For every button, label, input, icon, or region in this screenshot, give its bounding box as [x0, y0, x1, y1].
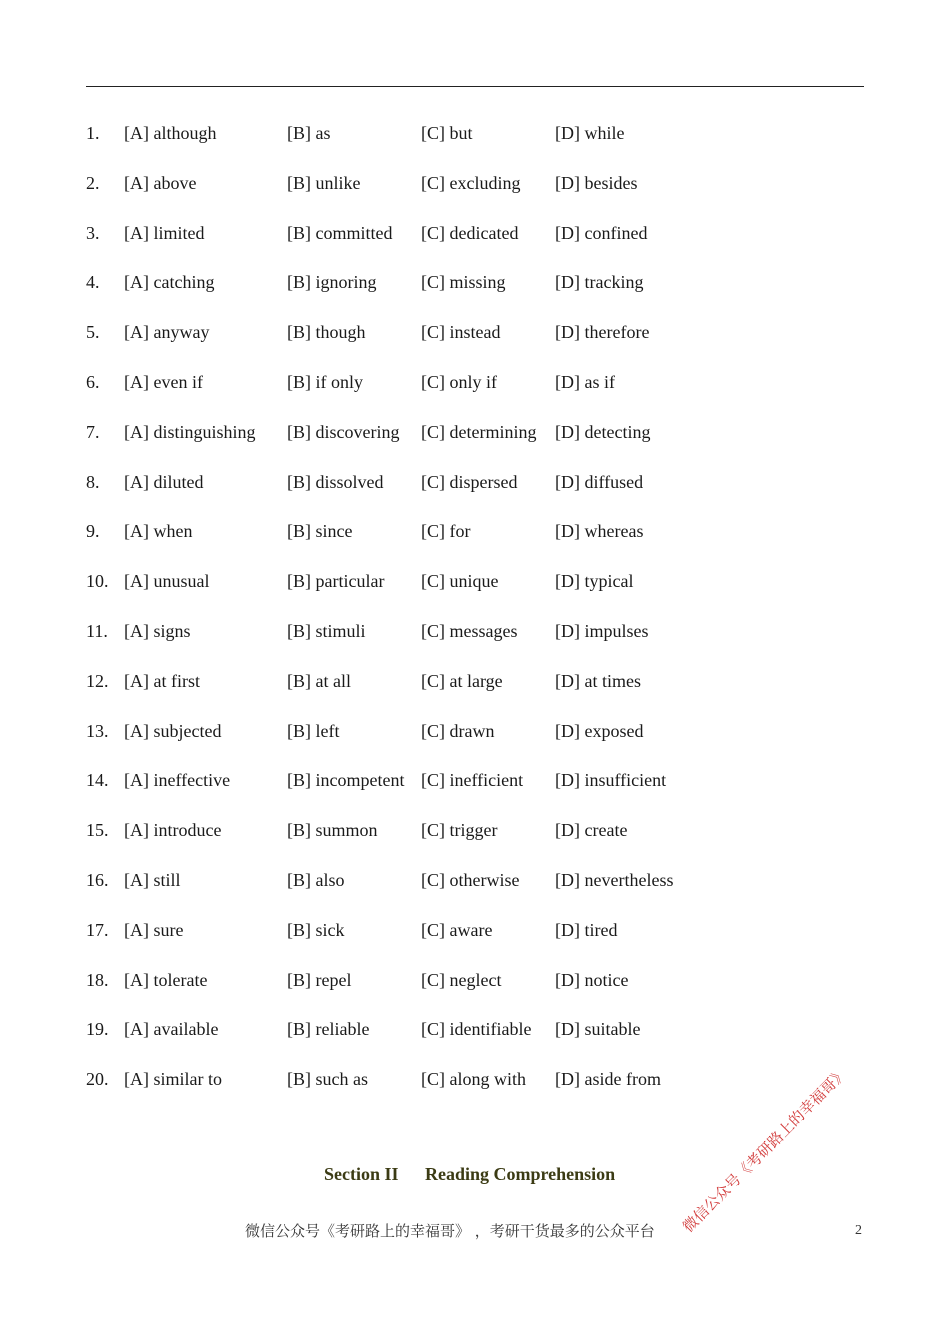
option-d: [D] insufficient	[555, 770, 667, 791]
option-d: [D] impulses	[555, 621, 649, 641]
option-a: [A] available	[124, 1019, 219, 1040]
question-row	[0, 467, 950, 497]
option-c: [C] trigger	[421, 820, 498, 841]
option-c: [C] unique	[421, 571, 499, 592]
question-row	[0, 666, 950, 696]
question-row	[0, 616, 950, 646]
option-b: [B] though	[287, 322, 366, 343]
option-c: [C] drawn	[421, 720, 495, 741]
option-d: [D] tracking	[555, 272, 644, 293]
question-number: 12.	[86, 670, 109, 691]
option-c: [C] for	[421, 521, 471, 542]
question-row	[0, 865, 950, 895]
question-number: 1.	[86, 123, 100, 143]
option-c: [C] only if	[421, 372, 497, 392]
option-d: [D] exposed	[555, 720, 644, 741]
question-number: 16.	[86, 870, 109, 890]
option-a: [A] unusual	[124, 571, 210, 592]
watermark-stamp: 微信公众号《考研路上的幸福哥》	[679, 1064, 851, 1236]
option-d: [D] detecting	[555, 421, 651, 442]
option-d: [D] nevertheless	[555, 870, 674, 890]
question-number: 11.	[86, 621, 108, 641]
option-d: [D] create	[555, 820, 628, 841]
option-d: [D] confined	[555, 222, 648, 243]
option-b: [B] summon	[287, 820, 378, 841]
question-number: 6.	[86, 372, 100, 392]
option-d: [D] besides	[555, 172, 638, 193]
question-number: 7.	[86, 421, 100, 442]
question-number: 5.	[86, 322, 100, 343]
option-a: [A] above	[124, 172, 197, 193]
option-c: [C] aware	[421, 919, 493, 940]
question-number: 13.	[86, 720, 109, 741]
option-a: [A] limited	[124, 222, 205, 243]
option-c: [C] but	[421, 123, 473, 143]
option-b: [B] at all	[287, 670, 351, 691]
question-number: 20.	[86, 1069, 109, 1090]
section-heading	[0, 1160, 950, 1188]
question-row	[0, 716, 950, 746]
option-d: [D] diffused	[555, 471, 644, 492]
question-row	[0, 566, 950, 596]
question-number: 19.	[86, 1019, 109, 1040]
question-number: 15.	[86, 820, 109, 841]
section-title: Reading Comprehension	[425, 1164, 616, 1184]
option-b: [B] repel	[287, 969, 352, 990]
option-b: [B] as	[287, 123, 331, 143]
question-row	[0, 965, 950, 995]
option-a: [A] when	[124, 521, 193, 542]
question-number: 2.	[86, 172, 100, 193]
option-b: [B] sick	[287, 919, 345, 940]
option-b: [B] reliable	[287, 1019, 370, 1040]
question-number: 3.	[86, 222, 100, 243]
option-c: [C] neglect	[421, 969, 502, 990]
option-a: [A] signs	[124, 621, 191, 641]
option-c: [C] inefficient	[421, 770, 524, 791]
option-c: [C] at large	[421, 670, 503, 691]
option-d: [D] suitable	[555, 1019, 641, 1040]
option-b: [B] incompetent	[287, 770, 405, 791]
option-a: [A] sure	[124, 919, 184, 940]
option-d: [D] while	[555, 123, 625, 143]
question-row	[0, 915, 950, 945]
option-a: [A] ineffective	[124, 770, 231, 791]
option-a: [A] catching	[124, 272, 215, 293]
page-number: 2	[855, 1223, 862, 1238]
option-b: [B] also	[287, 870, 345, 890]
question-row	[0, 815, 950, 845]
question-row	[0, 267, 950, 297]
question-row	[0, 367, 950, 397]
question-row	[0, 1014, 950, 1044]
footer-text: 微信公众号《考研路上的幸福哥》 ，考研干货最多的公众平台	[245, 1222, 655, 1240]
option-d: [D] whereas	[555, 521, 644, 542]
option-c: [C] identifiable	[421, 1019, 532, 1040]
question-row	[0, 417, 950, 447]
question-row	[0, 317, 950, 347]
option-b: [B] stimuli	[287, 621, 366, 641]
option-b: [B] since	[287, 521, 353, 542]
option-b: [B] discovering	[287, 421, 400, 442]
option-c: [C] excluding	[421, 172, 521, 193]
option-d: [D] tired	[555, 919, 618, 940]
option-b: [B] ignoring	[287, 272, 377, 293]
question-row	[0, 168, 950, 198]
question-row	[0, 218, 950, 248]
option-b: [B] dissolved	[287, 471, 384, 492]
option-d: [D] as if	[555, 372, 615, 392]
option-c: [C] instead	[421, 322, 501, 343]
question-row	[0, 765, 950, 795]
option-c: [C] dedicated	[421, 222, 519, 243]
question-row	[0, 516, 950, 546]
option-b: [B] particular	[287, 571, 385, 592]
question-number: 17.	[86, 919, 109, 940]
option-b: [B] such as	[287, 1069, 368, 1090]
option-c: [C] dispersed	[421, 471, 518, 492]
option-b: [B] if only	[287, 372, 363, 392]
option-a: [A] distinguishing	[124, 421, 256, 442]
option-a: [A] even if	[124, 372, 203, 392]
option-a: [A] still	[124, 870, 181, 890]
option-c: [C] along with	[421, 1069, 526, 1090]
option-b: [B] left	[287, 720, 340, 741]
option-a: [A] similar to	[124, 1069, 222, 1090]
option-b: [B] committed	[287, 222, 393, 243]
question-number: 8.	[86, 471, 100, 492]
question-number: 18.	[86, 969, 109, 990]
option-c: [C] missing	[421, 272, 506, 293]
option-c: [C] otherwise	[421, 870, 520, 890]
question-number: 9.	[86, 521, 100, 542]
option-b: [B] unlike	[287, 172, 361, 193]
section-label: Section II	[324, 1164, 399, 1184]
question-row	[0, 118, 950, 148]
question-number: 4.	[86, 272, 100, 293]
option-a: [A] subjected	[124, 720, 222, 741]
option-d: [D] at times	[555, 670, 641, 691]
option-d: [D] typical	[555, 571, 634, 592]
option-a: [A] anyway	[124, 322, 210, 343]
page-footer	[0, 1218, 950, 1244]
question-number: 14.	[86, 770, 109, 791]
option-d: [D] aside from	[555, 1069, 661, 1090]
header-rule	[86, 86, 864, 87]
option-c: [C] determining	[421, 421, 537, 442]
option-d: [D] therefore	[555, 322, 650, 343]
option-d: [D] notice	[555, 969, 629, 990]
option-a: [A] introduce	[124, 820, 222, 841]
option-a: [A] tolerate	[124, 969, 208, 990]
option-a: [A] although	[124, 123, 217, 143]
option-a: [A] diluted	[124, 471, 204, 492]
question-number: 10.	[86, 571, 109, 592]
option-a: [A] at first	[124, 670, 200, 691]
option-c: [C] messages	[421, 621, 518, 641]
